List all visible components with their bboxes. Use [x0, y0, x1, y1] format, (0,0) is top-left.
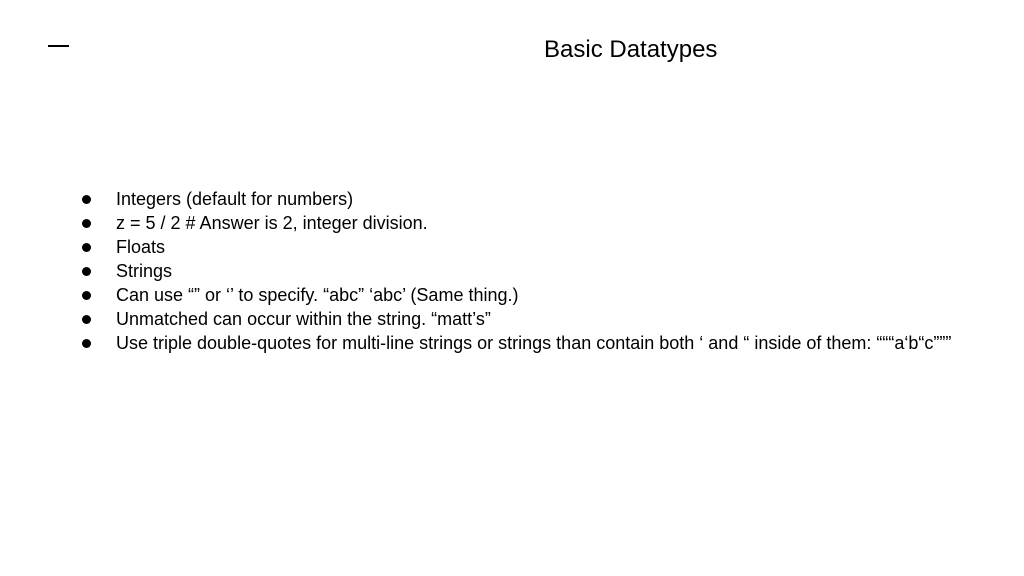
- bullet-icon: [82, 339, 91, 348]
- bullet-text: Floats: [116, 237, 166, 257]
- bullet-item: [82, 283, 982, 307]
- bullet-text: Integers (default for numbers): [116, 189, 354, 209]
- bullet-icon: [82, 291, 91, 300]
- bullet-text: Strings: [116, 261, 173, 281]
- bullet-text: Use triple double-quotes for multi-line strings or strings than contain both ‘ and “ inside of them: “““a‘b“c”””: [116, 333, 952, 353]
- bullet-icon: [82, 243, 91, 252]
- slide-title: Basic Datatypes: [544, 36, 718, 63]
- bullet-text: Can use “” or ‘’ to specify. “abc” ‘abc’ (Same thing.): [116, 285, 519, 305]
- bullet-item: [82, 307, 982, 331]
- bullet-text: Unmatched can occur within the string. “matt’s”: [116, 309, 491, 329]
- bullet-item: [82, 235, 982, 259]
- bullet-icon: [82, 195, 91, 204]
- bullet-icon: [82, 219, 91, 228]
- bullet-item: [82, 211, 982, 235]
- bullet-list: [82, 187, 982, 355]
- bullet-item: [82, 259, 982, 283]
- bullet-text: z = 5 / 2 # Answer is 2, integer division.: [116, 213, 428, 233]
- bullet-icon: [82, 315, 91, 324]
- bullet-item: [82, 331, 982, 355]
- accent-bar: [48, 45, 69, 47]
- bullet-icon: [82, 267, 91, 276]
- bullet-item: [82, 187, 982, 211]
